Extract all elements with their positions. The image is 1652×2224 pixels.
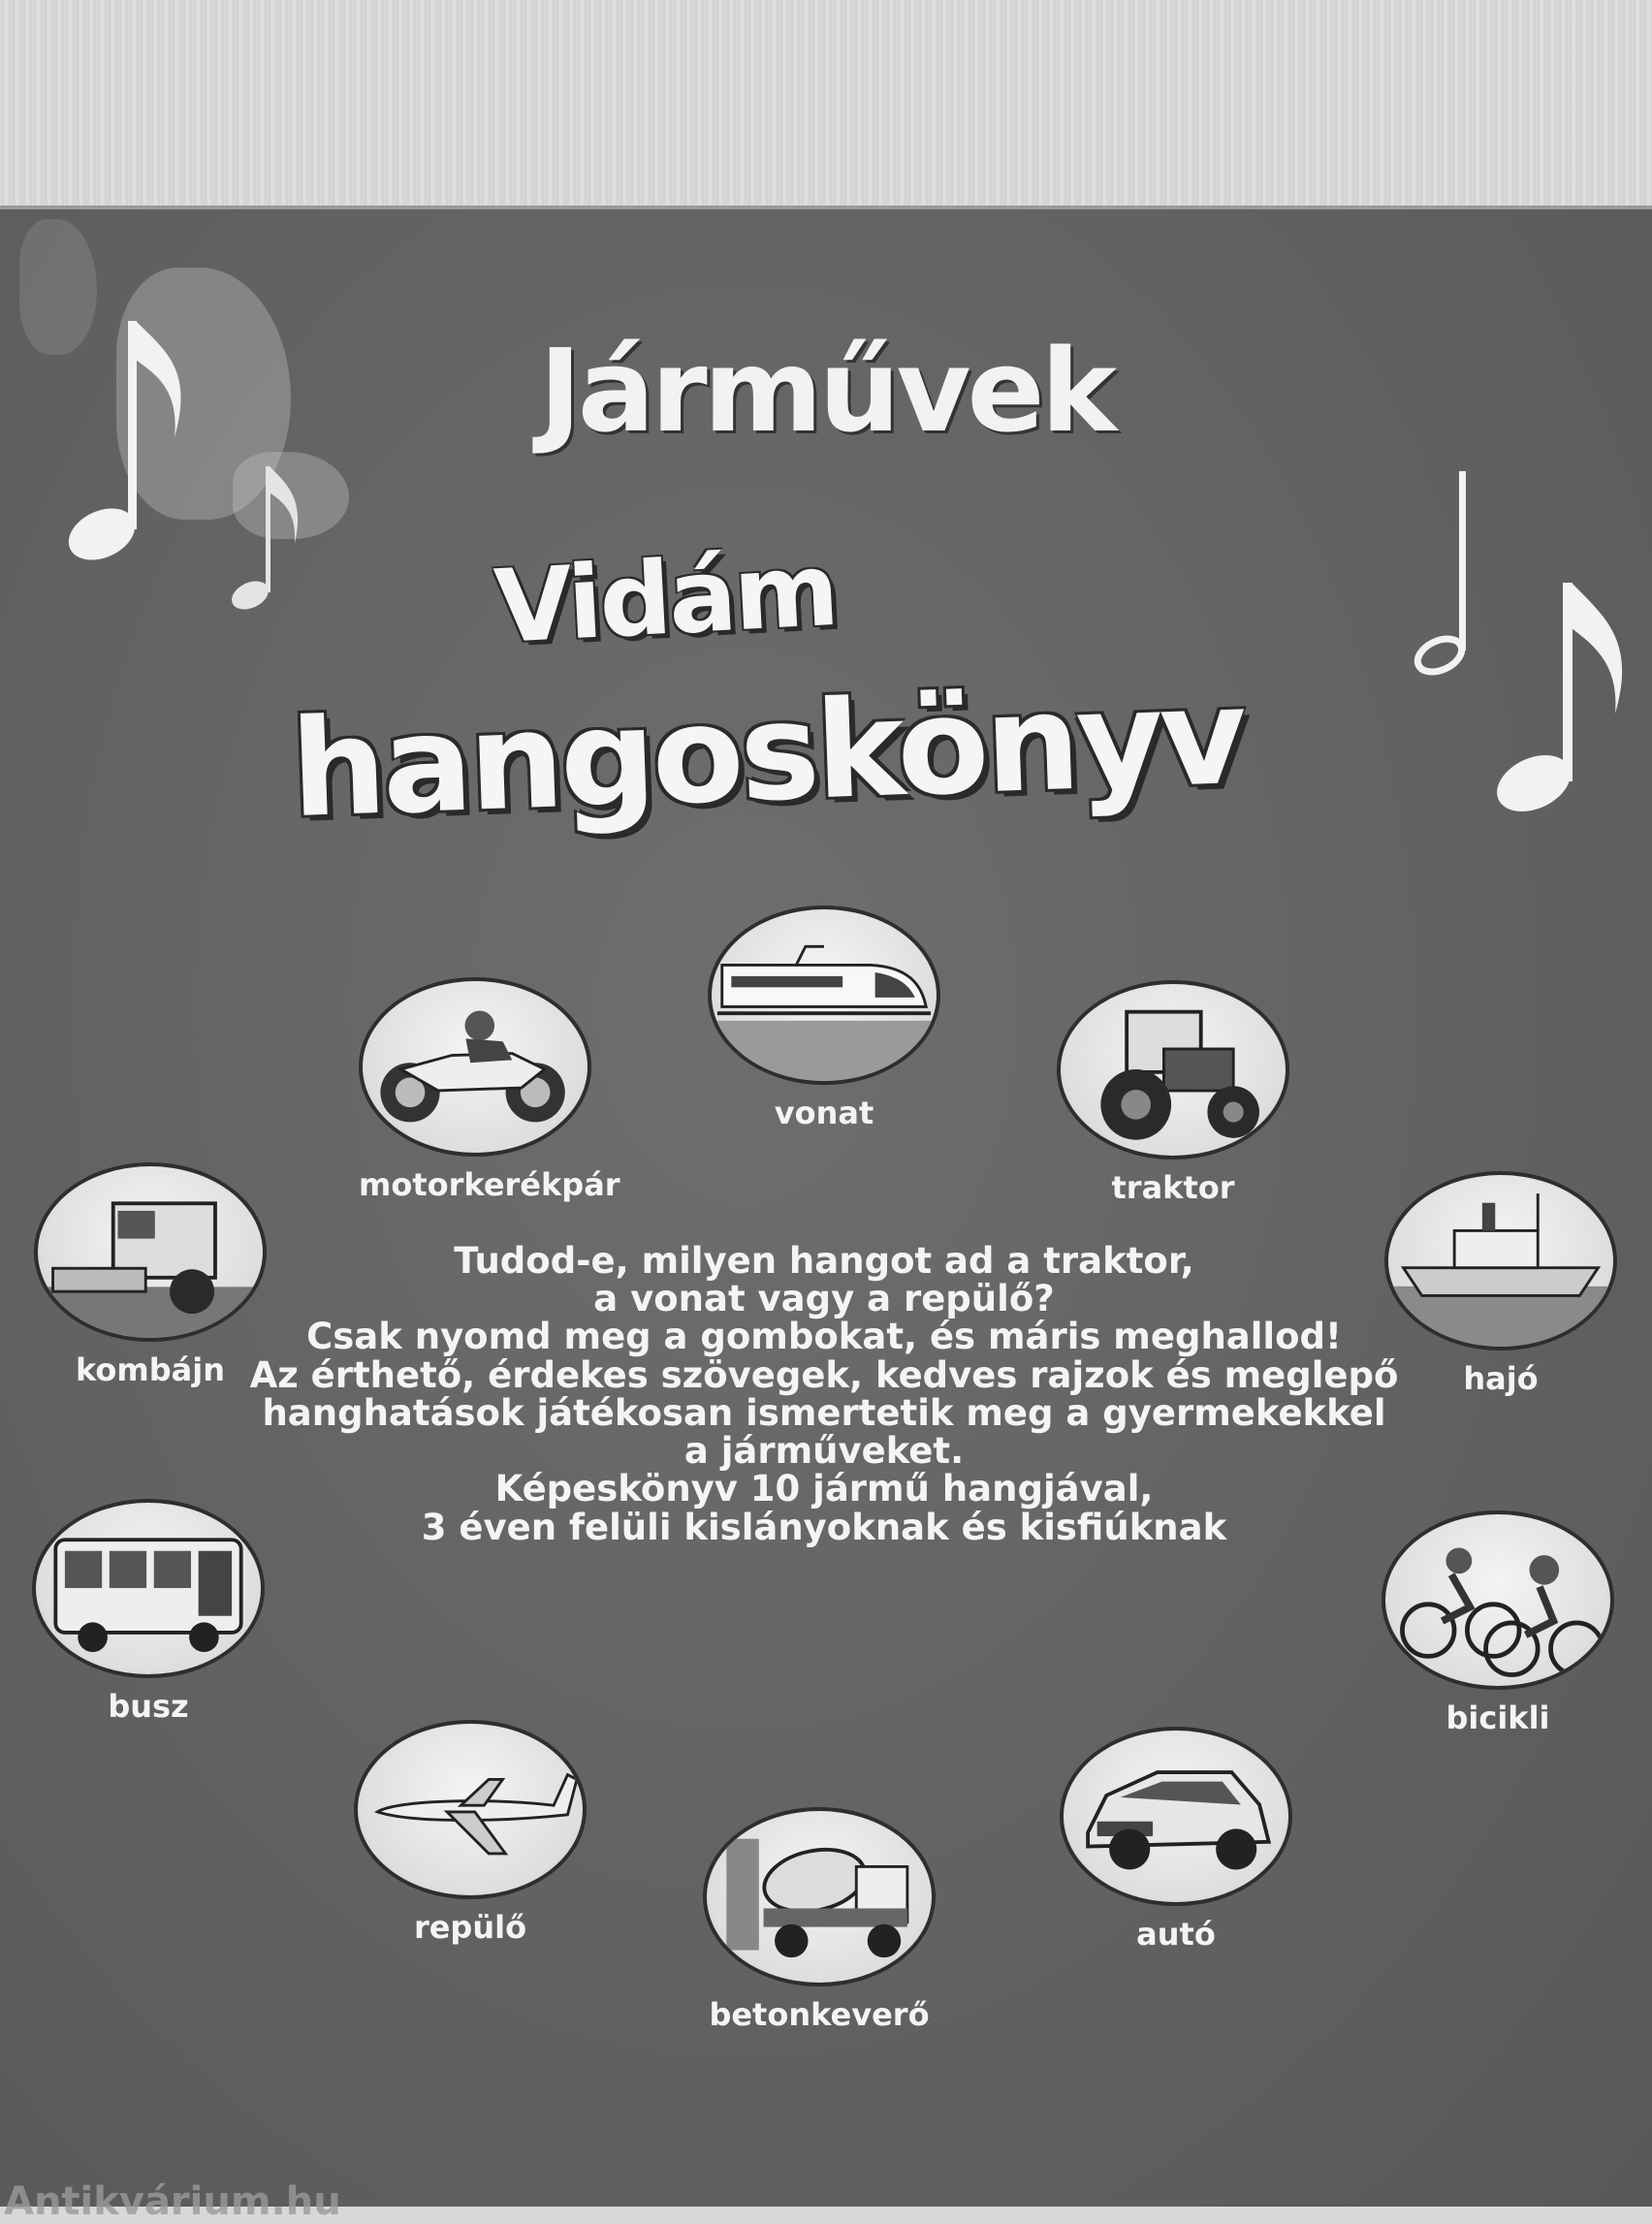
combine-harvester-icon <box>34 1162 267 1342</box>
vehicle-motorkerekpar <box>359 977 620 1203</box>
description-line: Tudod-e, milyen hangot ad a traktor, <box>454 1240 1194 1282</box>
bicycle-icon <box>1382 1510 1614 1690</box>
vehicle-label: betonkeverő <box>709 1996 930 2033</box>
vehicle-traktor <box>1057 980 1289 1206</box>
vehicle-busz <box>32 1499 265 1725</box>
ship-icon <box>1384 1171 1617 1350</box>
description-line: Az érthető, érdekes szövegek, kedves rajzok és meglepő <box>249 1353 1399 1396</box>
book-title-line1: Vidám <box>492 529 840 667</box>
vehicle-vonat <box>708 905 940 1131</box>
music-note-icon <box>223 452 310 617</box>
vehicle-repulo <box>354 1720 587 1946</box>
description-line: a járműveket. <box>683 1430 965 1473</box>
bus-icon <box>32 1499 265 1678</box>
vehicle-label: bicikli <box>1446 1700 1550 1736</box>
book-title-line2: hangoskönyv <box>288 657 1246 848</box>
vehicle-auto <box>1060 1727 1292 1953</box>
description-line: Képeskönyv 10 jármű hangjával, <box>494 1468 1154 1510</box>
book-cover <box>0 206 1652 2207</box>
watermark: Antikvárium.hu <box>4 2179 341 2224</box>
vehicle-label: hajó <box>1463 1360 1539 1397</box>
vehicle-label: vonat <box>774 1095 874 1131</box>
concrete-mixer-icon <box>703 1807 936 1986</box>
description-line: hanghatások játékosan ismertetik meg a gyermekekkel <box>262 1391 1386 1434</box>
vehicle-bicikli <box>1382 1510 1614 1736</box>
music-note-icon <box>1483 568 1638 820</box>
description-line: Csak nyomd meg a gombokat, és máris meghallod! <box>306 1316 1342 1358</box>
series-title: Járművek <box>538 324 1114 458</box>
vehicle-label: repülő <box>413 1909 527 1946</box>
vehicle-label: motorkerékpár <box>359 1166 620 1203</box>
vehicle-betonkevero <box>703 1807 936 2033</box>
vehicle-hajo <box>1384 1171 1617 1397</box>
airplane-icon <box>354 1720 587 1899</box>
vehicle-label: autó <box>1136 1916 1216 1953</box>
description-text <box>242 1242 1406 1546</box>
description-line: 3 éven felüli kislányoknak és kisfiúknak <box>421 1506 1227 1548</box>
vehicle-label: busz <box>108 1688 189 1725</box>
tractor-icon <box>1057 980 1289 1160</box>
motorcycle-icon <box>359 977 591 1157</box>
car-icon <box>1060 1727 1292 1906</box>
train-icon <box>708 905 940 1085</box>
wall-background <box>0 0 1652 208</box>
vehicle-label: traktor <box>1111 1169 1235 1206</box>
description-line: a vonat vagy a repülő? <box>593 1278 1055 1320</box>
vehicle-label: kombájn <box>76 1351 225 1388</box>
vehicle-kombajn <box>34 1162 267 1388</box>
